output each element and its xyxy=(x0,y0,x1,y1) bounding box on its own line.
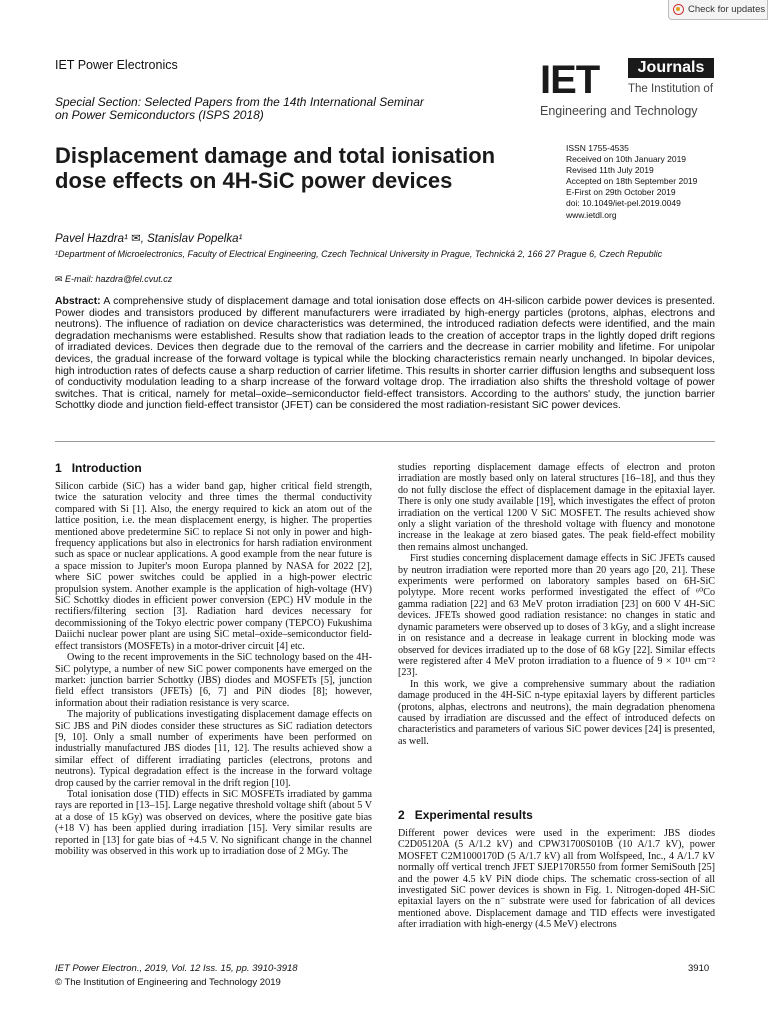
meta-efirst: E-First on 29th October 2019 xyxy=(566,187,676,198)
abstract xyxy=(55,296,715,412)
abstract-label: Abstract: xyxy=(55,296,101,307)
abstract-divider xyxy=(55,441,715,442)
meta-issn: ISSN 1755-4535 xyxy=(566,143,629,153)
journal-name: IET Power Electronics xyxy=(55,58,178,72)
paragraph: First studies concerning displacement damage effects in SiC JFETs caused by neutron irradiation were reported more than 20 years ago [20, 21]. These experiments were performed on laboratory samples based on 6H-SiC polytype. More recent works performed investigated the effect of ⁶⁰Co gamma radiation [22] and 63 MeV proton irradiation [23] on 600 V 4H-SiC devices. JFETs showed good radiation resistance: no changes in static and dynamic parameters were observed up to doses of 3 kGy, and a slight increase in on resistance and a decrease in leakage current in blocking mode was observed for devices irradiated up to the dose of 68 kGy [22]. Similar effects were registered after 4 MeV proton irradiation to a fluence of 9 × 10¹¹ cm⁻² [23]. xyxy=(398,553,715,679)
paragraph: The majority of publications investigating displacement damage effects on SiC JBS and PiN diodes consider these structures as SiC radiation detectors [9, 10]. Only a small number of experiments have been performed on industrially manufactured JBS diodes [11, 12]. The results achieved show a similar effect of different irradiating particles (electrons, protons and neutrons). Typical degradation effect is the increase in the forward voltage drop caused by the carrier removal in the drift region [10]. xyxy=(55,709,372,789)
article-metadata xyxy=(566,143,697,221)
section-number: 1 xyxy=(55,461,62,475)
section-title: Experimental results xyxy=(414,808,533,822)
abstract-text: A comprehensive study of displacement damage and total ionisation dose effects on 4H-silicon carbide power devices is presented. Power diodes and transistors produced by different manufacturers were irradiated by high-energy particles (protons, alphas, electrons and neutrons). The influence of radiation on device characteristics was determined, the introduced radiation defects were identified, and the main degradation mechanisms were established. Results show that radiation leads to the creation of acceptor traps in the lightly doped drift regions of irradiated devices. Devices then degrade due to the removal of the carriers and the decrease in carrier mobility and lifetime. For unipolar devices, the gradual increase of the forward voltage is typical while the blocking characteristics remain nearly unchanged. In bipolar devices, high introduction rates of defects cause a sharp reduction of carrier lifetime. This results in shorter carrier diffusion lengths and subsequent loss of conductivity modulation leading to a sharp increase of the forward voltage drop. The irradiation also shifts the threshold voltage of power switches. That is critical, namely for metal–oxide–semiconductor field-effect transistors. According to the authors' study, the junction barrier Schottky diode and junction field-effect transistor (JFET) can be considered the most radiation-resistant SiC power devices. xyxy=(55,296,715,412)
meta-revised: Revised 11th July 2019 xyxy=(566,165,654,176)
paragraph: In this work, we give a comprehensive summary about the radiation damage produced in the 4H-SiC n-type epitaxial layers by different particles (protons, alphas, electrons and neutrons), the main degradation phenomena caused by irradiation are discussed and the effect of introduced defects on characteristics and parameters of various SiC power devices [24] is presented, as well. xyxy=(398,678,715,747)
corresponding-email[interactable]: ✉ E-mail: hazdra@fel.cvut.cz xyxy=(55,274,173,284)
footer-citation: IET Power Electron., 2019, Vol. 12 Iss. 15, pp. 3910-3918 xyxy=(55,963,298,974)
section-heading-introduction xyxy=(55,461,142,475)
column-right-bottom xyxy=(398,828,715,931)
article-title: Displacement damage and total ionisation dose effects on 4H-SiC power devices xyxy=(55,143,496,193)
paragraph: Different power devices were used in the experiment: JBS diodes C2D05120A (5 A/1.2 kV) and CPW31700S010B (10 A/1.7 kV), power MOSFET C2M1000170D (5 A/1.7 kV) all from Wolfspeed, Inc., 4 A/1.7 kV normally off vertical trench JFET SJEP170R550 from former SemiSouth [25] and the power 4.5 kV PiN diode chips. The schematic cross-section of all investigated SiC power devices is shown in Fig. 1. Nitrogen-doped 4H-SiC epitaxial layers on the n⁻ substrate were used for fabrication of all devices mentioned above. Displacement damage and TID effects were investigated after irradiation with high-energy (4.5 MeV) electrons xyxy=(398,828,715,931)
paragraph: studies reporting displacement damage effects of electron and proton irradiation are mostly based only on lateral structures [16–18], and thus they do not fully disclose the effect of displacement damage in the epitaxial layer. There is only one study available [19], which investigates the effect of proton irradiation on the vertical 1200 V SiC MOSFET. The results achieved show only a slight variation of the threshold voltage with fluency and monotone increase in the leakage at zero biased gates. The peak field-effect mobility then remains almost unchanged. xyxy=(398,462,715,553)
section-heading-experimental xyxy=(398,808,533,822)
author-affiliation: ¹Department of Microelectronics, Faculty of Electrical Engineering, Czech Technical University in Prague, Technická 2, 166 27 Prague 6, Czech Republic xyxy=(55,249,663,259)
special-section-note: Special Section: Selected Papers from the 14th International Seminar on Power Semiconductors (ISPS 2018) xyxy=(55,95,424,122)
check-for-updates-label: Check for updates xyxy=(688,4,766,15)
logo-line1: The Institution of xyxy=(628,83,714,95)
paragraph: Silicon carbide (SiC) has a wider band gap, higher critical field strength, twice the saturation velocity and three times the thermal conductivity compared with Si [1]. Also, the energy required to kick an atom out of the lattice position, i.e. the mean displacement energy, is higher. The properties mentioned above predetermine SiC to replace Si not only in power and high-frequency applications but also in electronics for harsh radiation environment such as space or nuclear applications. A good example from the near future is a space mission to Jupiter's moon Europa planned by NASA for 2022 [2], where SiC power switches could be applied in a high-power electric propulsion system. Another example is the application of high-voltage (HV) SiC Schottky diodes in efficient power conversion (EPC) HV module in the rectifiers/filtering section [3]. Radiation hard devices necessary for decommissioning of the Tokyo electric power company (TEPCO) Fukushima Daiichi nuclear power plant are using SiC metal–oxide–semiconductor field-effect transistors (MOSFETs) in a motor-driver circuit [4] etc. xyxy=(55,481,372,652)
section-title: Introduction xyxy=(71,461,142,475)
page-number: 3910 xyxy=(688,963,710,974)
column-left xyxy=(55,481,372,857)
meta-received: Received on 10th January 2019 xyxy=(566,154,687,165)
column-right-top xyxy=(398,462,715,747)
crossmark-icon xyxy=(673,4,684,15)
meta-website[interactable]: www.ietdl.org xyxy=(566,209,617,220)
check-for-updates-badge[interactable] xyxy=(668,0,768,20)
paragraph: Owing to the recent improvements in the SiC technology based on the 4H-SiC polytype, a number of new SiC power components have emerged on the market: junction barrier Schottky (JBS) diodes and MOSFETs [5], junction field effect transistors (JFETs) [6, 7] and PiN diodes [8]; however, information about their radiation resistance is very scarce. xyxy=(55,652,372,709)
iet-journals-logo xyxy=(540,56,715,122)
logo-journals: Journals xyxy=(628,58,714,78)
logo-mark: IET xyxy=(540,58,600,102)
paragraph: Total ionisation dose (TID) effects in SiC MOSFETs irradiated by gamma rays are reported in [13–15]. Large negative threshold voltage shift (about 5 V at a dose of 15 kGy) was observed on devices, where the positive gate bias (+18 V) has been applied during irradiation [15]. Very similar results are reported in [13] for gate bias of +4.5 V. No significant change in the channel mobility was observed in this work up to irradiation dose of 2 MGy. The xyxy=(55,788,372,857)
logo-line2: Engineering and Technology xyxy=(540,104,698,118)
section-number: 2 xyxy=(398,808,405,822)
meta-doi[interactable]: doi: 10.1049/iet-pel.2019.0049 xyxy=(566,198,681,209)
author-list: Pavel Hazdra¹ ✉, Stanislav Popelka¹ xyxy=(55,233,243,245)
footer-copyright: © The Institution of Engineering and Technology 2019 xyxy=(55,977,281,988)
meta-accepted: Accepted on 18th September 2019 xyxy=(566,176,698,187)
